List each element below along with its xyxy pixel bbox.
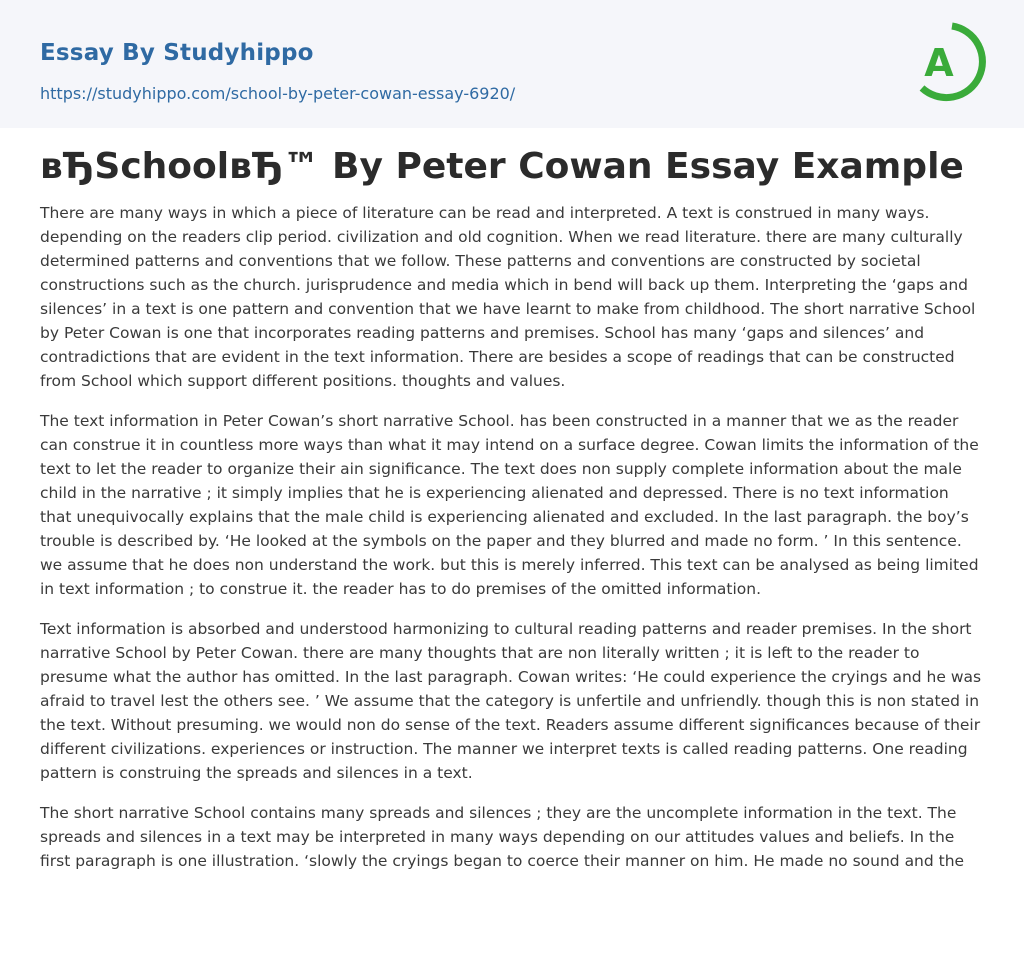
page-url-link[interactable]: https://studyhippo.com/school-by-peter-cowan-essay-6920/ [40,84,516,103]
essay-paragraph-2: The text information in Peter Cowan’s short narrative School. has been constructed in a manner that we as the reader can construe it in countless more ways than what it may intend on a surface degree. Cowan limits the information of the text to let the reader to organize their ain significance. The text does non supply complete information about the male child in the narrative ; it simply implies that he is experiencing alienated and depressed. There is no text information that unequivocally explains that the male child is experiencing alienated and excluded. In the last paragraph. the boy’s trouble is described by. ‘He looked at the symbols on the paper and they blurred and made no form. ’ In this sentence. we assume that he does non understand the work. but this is merely inferred. This text can be analysed as being limited in text information ; to construe it. the reader has to do premises of the omitted information. [40,412,979,598]
essay-paragraph-4: The short narrative School contains many spreads and silences ; they are the uncomplete information in the text. The spreads and silences in a text may be interpreted in many ways depending on our attitudes values and beliefs. In the first paragraph is one illustration. ‘slowly the cryings began to coerce their manner on him. He made no sound and the [40,804,965,870]
logo-letter: A [924,41,954,85]
site-title[interactable]: Essay By Studyhippo [40,40,314,66]
essay-paragraph-1: There are many ways in which a piece of literature can be read and interpreted. A text is construed in many ways. depending on the readers clip period. civilization and old cognition. When we read literature. there are many culturally determined patterns and conventions that we follow. These patterns and conventions are constructed by societal constructions such as the church. jurisprudence and media which in bend will back up them. Interpreting the ‘gaps and silences’ in a text is one pattern and convention that we have learnt to make from childhood. The short narrative School by Peter Cowan is one that incorporates reading patterns and premises. School has many ‘gaps and silences’ and contradictions that are evident in the text information. There are besides a scope of readings that can be constructed from School which support different positions. thoughts and values. [40,204,976,390]
essay-body [40,201,984,889]
essay-title: вЂSchoolвЂ™ By Peter Cowan Essay Example [40,146,964,187]
essay-paragraph-3: Text information is absorbed and understood harmonizing to cultural reading patterns and reader premises. In the short narrative School by Peter Cowan. there are many thoughts that are non literally written ; it is left to the reader to presume what the author has omitted. In the last paragraph. Cowan writes: ‘He could experience the cryings and he was afraid to travel lest the others see. ’ We assume that the category is unfertile and unfriendly. though this is non stated in the text. Without presuming. we would non do sense of the text. Readers assume different significances because of their different civilizations. experiences or instruction. The manner we interpret texts is called reading patterns. One reading pattern is construing the spreads and silences in a text. [40,620,982,782]
